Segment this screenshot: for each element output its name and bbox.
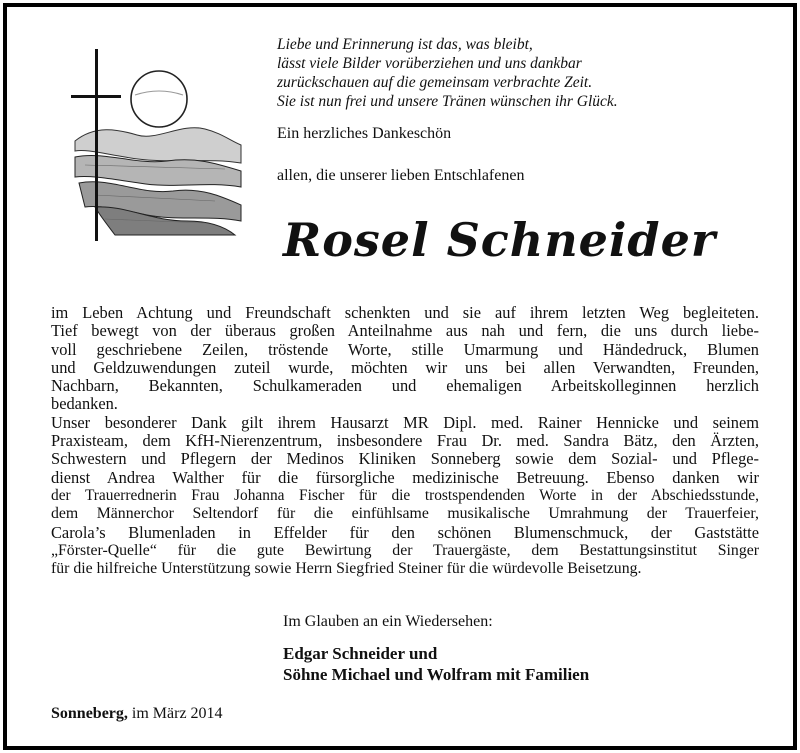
poem-line: lässt viele Bilder vorüberziehen und uns dankbar [277, 55, 582, 72]
poem-line: Sie ist nun frei und unsere Tränen wünschen ihr Glück. [277, 93, 618, 110]
cross-landscape-illustration [55, 45, 247, 241]
poem [277, 35, 777, 111]
poem-line: Liebe und Erinnerung ist das, was bleibt, [277, 36, 533, 53]
body-line: Carola’s Blumenladen in Effelder für den schönen Blumenschmuck, der Gaststätte [51, 522, 759, 542]
signer-line: Edgar Schneider und [283, 644, 438, 663]
body-line: dem Männerchor Seltendorf für die einfühlsame musikalische Umrahmung der Trauerfeier, [51, 505, 759, 523]
poem-line: zurückschauen auf die gemeinsam verbrachte Zeit. [277, 74, 593, 91]
deceased-name: Rosel Schneider [283, 213, 717, 267]
body-line: „Förster-Quelle“ für die gute Bewirtung der Trauergäste, dem Bestattungsinstitut Singer [51, 541, 759, 559]
place: Sonneberg, [51, 705, 128, 722]
body-line: Nachbarn, Bekannten, Schulkameraden und ehemaligen Arbeitskolleginnen herzlich [51, 376, 759, 396]
obituary-frame [3, 3, 797, 750]
body-text [51, 304, 759, 578]
body-line: Unser besonderer Dank gilt ihrem Hausarzt MR Dipl. med. Rainer Hennicke und seinem [51, 412, 759, 432]
date: im März 2014 [127, 705, 223, 722]
body-line: Tief bewegt von der überaus großen Anteilnahme aus nah und fern, die uns durch liebe- [51, 321, 759, 341]
closing-line: Im Glauben an ein Wiedersehen: [283, 613, 493, 630]
signers [283, 643, 589, 685]
thanks-heading: Ein herzliches Dankeschön [277, 125, 452, 142]
body-line: bedanken. [51, 394, 118, 414]
thanks-subline: allen, die unserer lieben Entschlafenen [277, 167, 525, 184]
body-line: Schwestern und Pflegern der Medinos Kliniken Sonneberg sowie dem Sozial- und Pflege- [51, 449, 759, 469]
body-line: für die hilfreiche Unterstützung sowie Herrn Siegfried Steiner für die würdevolle Beisetzung. [51, 560, 642, 578]
body-line: voll geschriebene Zeilen, tröstende Worte, stille Umarmung und Händedruck, Blumen [51, 339, 759, 359]
place-date [51, 705, 223, 723]
signer-line: Söhne Michael und Wolfram mit Familien [283, 665, 590, 684]
body-line: der Trauerrednerin Frau Johanna Fischer für die trostspendenden Worte in der Abschiedsstunde, [51, 486, 759, 504]
body-line: dienst Andrea Walther für die fürsorgliche medizinische Betreuung. Ebenso danken wir [51, 467, 759, 487]
sun-icon [131, 71, 187, 127]
body-line: und Geldzuwendungen zuteil wurde, möchten wir uns bei allen Verwandten, Freunden, [51, 357, 759, 377]
body-line: im Leben Achtung und Freundschaft schenkten und sie auf ihrem letzten Weg begleiteten. [51, 303, 759, 322]
body-line: Praxisteam, dem KfH-Nierenzentrum, insbesondere Frau Dr. med. Sandra Bätz, den Ärzten, [51, 431, 759, 451]
